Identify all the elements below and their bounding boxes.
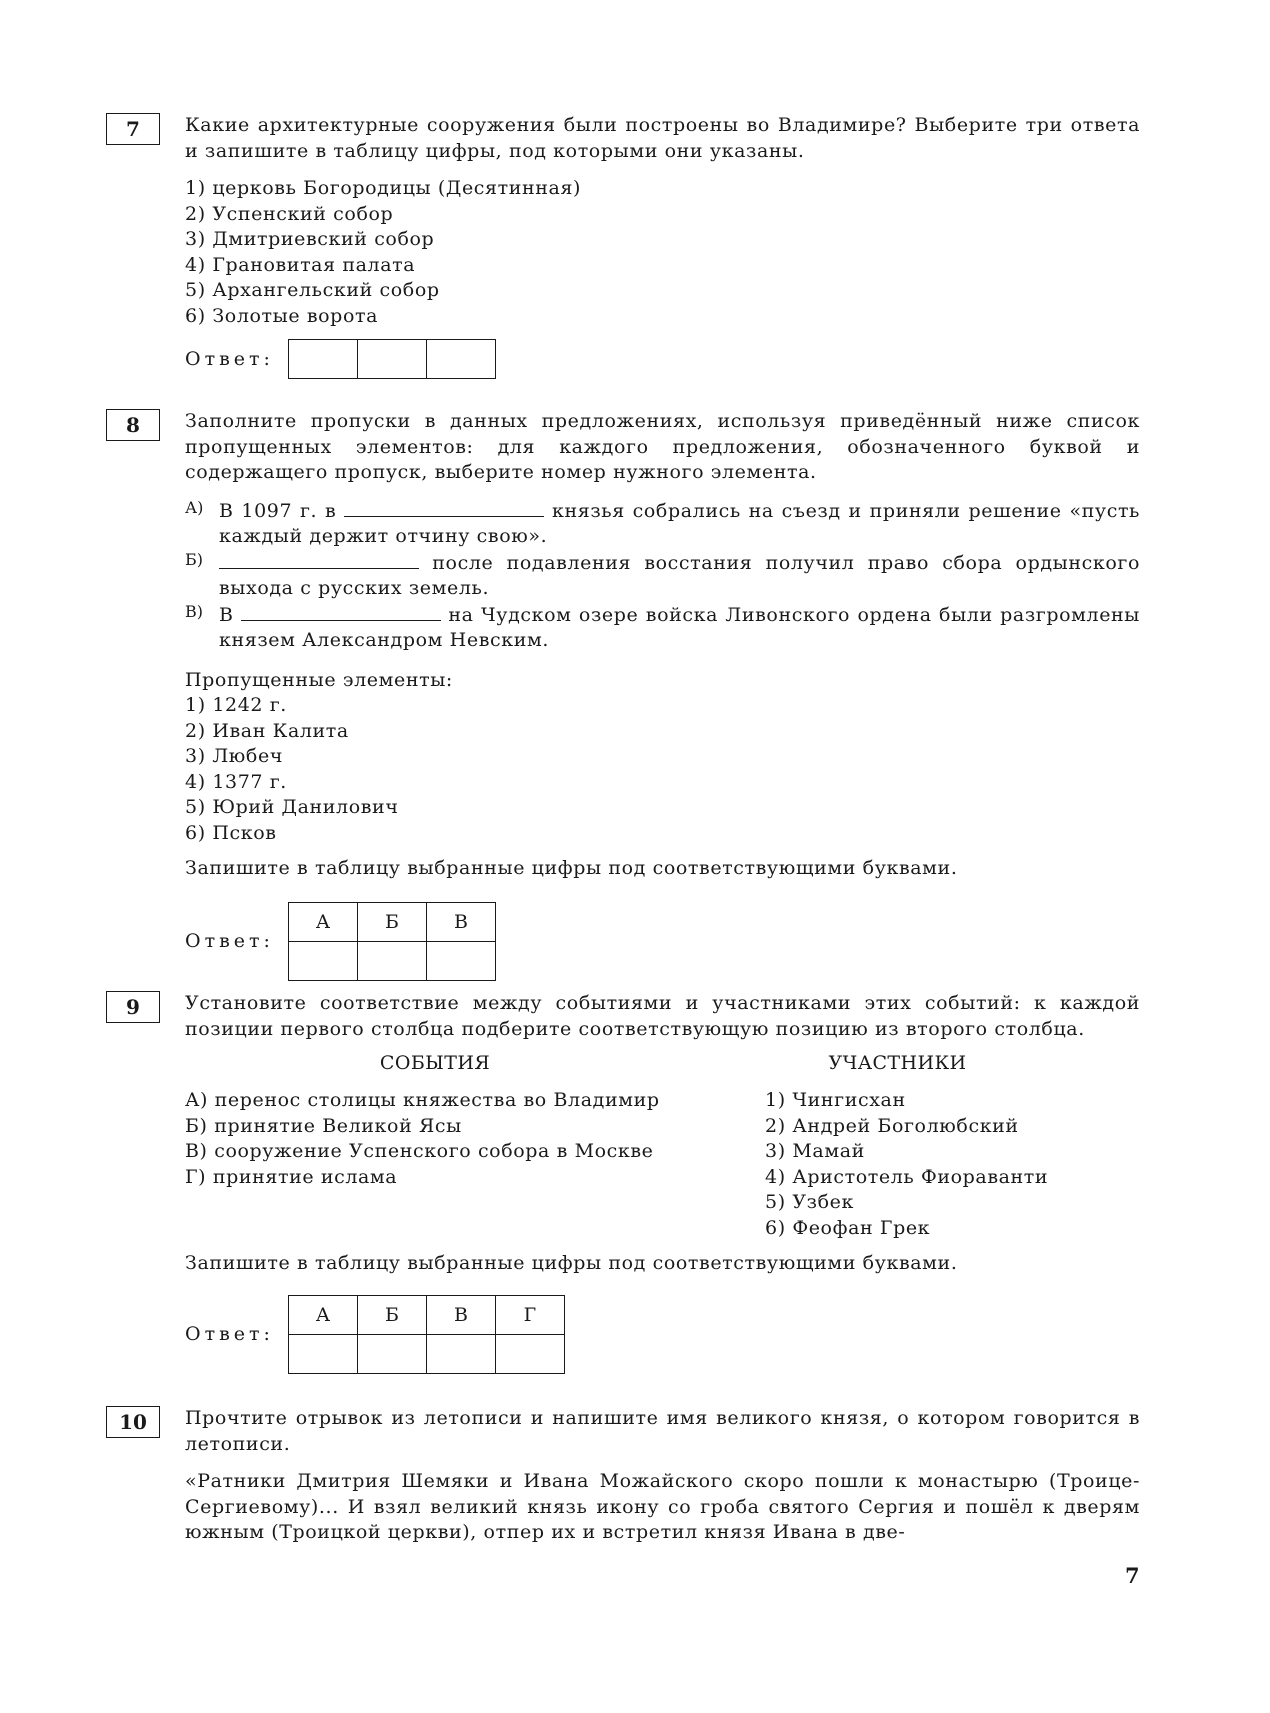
- task-number: 10: [106, 1406, 160, 1438]
- answer-cell[interactable]: [288, 1334, 357, 1373]
- task-question: Прочтите отрывок из летописи и напишите имя великого князя, о котором говорится в летописи.: [185, 1407, 1140, 1455]
- participants-column: [765, 1052, 1140, 1241]
- answer-cell[interactable]: [426, 941, 495, 980]
- events-column: [185, 1052, 765, 1241]
- chronicle-excerpt: «Ратники Дмитрия Шемяки и Ивана Можайского скоро пошли к монастырю (Троице-Сергиевому)... И взял великий князь икону со гроба святого Сергия и пошёл к дверям южным (Троицкой церкви), отпер их и встретил князя Ивана в две-: [185, 1470, 1140, 1543]
- instruction: Запишите в таблицу выбранные цифры под соответствующими буквами.: [185, 1252, 958, 1274]
- answer-row: [185, 339, 1140, 379]
- answer-cell[interactable]: [426, 340, 495, 379]
- instruction: Запишите в таблицу выбранные цифры под соответствующими буквами.: [185, 857, 958, 879]
- blank-field[interactable]: [241, 602, 441, 621]
- answer-header: А: [288, 902, 357, 941]
- answer-header: Б: [357, 902, 426, 941]
- answer-cell[interactable]: [357, 941, 426, 980]
- element-item: 6) Псков: [185, 821, 277, 844]
- answer-cell[interactable]: [426, 1334, 495, 1373]
- matching-columns: [185, 1052, 1140, 1241]
- answer-label: Ответ:: [185, 1323, 274, 1345]
- element-item: 2) Иван Калита: [185, 719, 349, 742]
- participant-item: 1) Чингисхан: [765, 1089, 906, 1111]
- task-number: 8: [106, 409, 160, 441]
- sentence-label: В): [185, 601, 203, 621]
- answer-row: [185, 1295, 1140, 1374]
- options-list: [185, 176, 1140, 329]
- answer-header: А: [288, 1295, 357, 1334]
- sentence-label: А): [185, 497, 204, 517]
- sentence-before: В: [219, 603, 234, 626]
- event-item: В) сооружение Успенского собора в Москве: [185, 1140, 654, 1162]
- event-item: Б) принятие Великой Ясы: [185, 1114, 462, 1137]
- answer-row: [185, 902, 1140, 981]
- sentence-after: князья собрались на съезд и приняли решение «пусть каждый держит отчину свою».: [219, 499, 1141, 547]
- sentence-v: [185, 602, 1140, 654]
- sentence-label: Б): [185, 549, 203, 569]
- option-item: 5) Архангельский собор: [185, 279, 440, 301]
- answer-cell[interactable]: [357, 340, 426, 379]
- sentence-b: [185, 550, 1140, 602]
- sentence-a: [185, 498, 1140, 550]
- answer-table: [288, 339, 496, 379]
- answer-cell[interactable]: [288, 340, 357, 379]
- task-question: Какие архитектурные сооружения были построены во Владимире? Выберите три ответа и запишите в таблицу цифры, под которыми они указаны.: [185, 114, 1140, 162]
- sentence-before: В 1097 г. в: [219, 499, 337, 522]
- answer-cell[interactable]: [357, 1334, 426, 1373]
- sentence-after: на Чудском озере войска Ливонского ордена были разгромлены князем Александром Невским.: [219, 603, 1141, 651]
- participant-item: 5) Узбек: [765, 1191, 854, 1213]
- task-question: Установите соответствие между событиями и участниками этих событий: к каждой позиции первого столбца подберите соответствующую позицию из второго столбца.: [185, 992, 1140, 1040]
- participant-item: 4) Аристотель Фиораванти: [765, 1165, 1049, 1188]
- answer-table: [288, 902, 496, 981]
- task-question: Заполните пропуски в данных предложениях, используя приведённый ниже список пропущенных элементов: для каждого предложения, обозначенного буквой и содержащего пропуск, выберите номер нужного элемента.: [185, 410, 1140, 483]
- option-item: 6) Золотые ворота: [185, 304, 379, 327]
- answer-header: Г: [495, 1295, 564, 1334]
- event-item: Г) принятие ислама: [185, 1165, 398, 1188]
- answer-label: Ответ:: [185, 348, 274, 370]
- element-item: 1) 1242 г.: [185, 694, 287, 716]
- event-item: А) перенос столицы княжества во Владимир: [185, 1089, 660, 1111]
- element-item: 5) Юрий Данилович: [185, 796, 399, 818]
- blank-field[interactable]: [219, 550, 419, 569]
- page-number: 7: [1125, 1563, 1140, 1588]
- answer-header: Б: [357, 1295, 426, 1334]
- participant-item: 3) Мамай: [765, 1140, 865, 1162]
- element-item: 4) 1377 г.: [185, 770, 287, 793]
- option-item: 3) Дмитриевский собор: [185, 228, 435, 250]
- answer-label: Ответ:: [185, 930, 274, 952]
- answer-table: [288, 1295, 565, 1374]
- answer-cell[interactable]: [495, 1334, 564, 1373]
- answer-cell[interactable]: [288, 941, 357, 980]
- element-item: 3) Любеч: [185, 745, 283, 767]
- elements-list: [185, 693, 1140, 846]
- option-item: 1) церковь Богородицы (Десятинная): [185, 177, 582, 199]
- option-item: 4) Грановитая палата: [185, 253, 416, 276]
- events-title: СОБЫТИЯ: [379, 1052, 491, 1074]
- participant-item: 6) Феофан Грек: [765, 1216, 931, 1239]
- participants-title: УЧАСТНИКИ: [828, 1052, 967, 1074]
- answer-header: В: [426, 1295, 495, 1334]
- elements-title: Пропущенные элементы:: [185, 668, 453, 691]
- task-number: 7: [106, 113, 160, 145]
- blank-field[interactable]: [344, 498, 544, 517]
- sentence-after: после подавления восстания получил право сбора ордынского выхода с русских земель.: [219, 551, 1140, 599]
- answer-header: В: [426, 902, 495, 941]
- option-item: 2) Успенский собор: [185, 202, 394, 225]
- participant-item: 2) Андрей Боголюбский: [765, 1114, 1019, 1137]
- task-number: 9: [106, 991, 160, 1023]
